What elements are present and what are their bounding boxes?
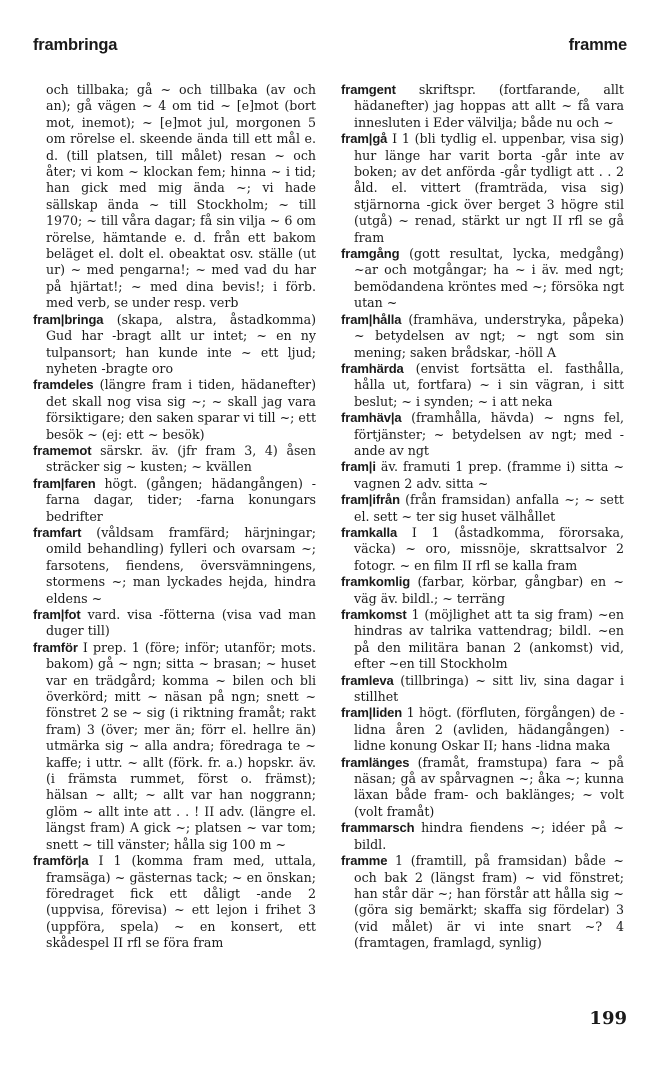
dictionary-entry <box>341 574 624 607</box>
entry-headword: framleva <box>341 672 394 688</box>
dictionary-entry <box>341 312 624 361</box>
entry-definition: (från framsidan) anfalla ~; ~ sett el. sett ~ ter sig huset välhållet <box>354 492 624 524</box>
entry-definition: 1 högt. (förfluten, förgången) de -lidna åren 2 (avliden, hädangången) -lidne konung Oskar II; hans -lidna maka <box>354 705 624 754</box>
entry-headword: fram|fot <box>33 607 81 622</box>
entry-definition: (framhäva, understryka, påpeka) ~ betydelsen av ngt; ~ ngt som sin mening; saken brådskar, -höll A <box>354 311 624 360</box>
entry-definition: I 1 (komma fram med, uttala, framsäga) ~ gästernas tack; ~ en önskan; föredraget fick ett dåligt -ande 2 (uppvisa, förevisa) ~ ett lejon i frihet 3 (uppföra, spela) ~ en konsert, ett skådespel II rfl se föra fram <box>46 853 316 951</box>
entry-headword: fram|faren <box>33 475 96 491</box>
entry-definition: I 1 (bli tydlig el. uppenbar, visa sig) hur länge har varit borta -går inte av boken; av det anförda -går tydligt att . . 2 åld. el. vittert (framträda, visa sig) stjärnorna -gick över berget 3 högre stil (utgå) ~ renad, stärkt ur ngt II rfl se gå fram <box>354 131 624 245</box>
entry-definition: (tillbringa) ~ sitt liv, sina dagar i stillhet <box>354 672 625 705</box>
left-column <box>33 82 316 952</box>
entry-definition: 1 (framtill, på framsidan) både ~ och bak 2 (längst fram) ~ vid fönstret; han står där ~; han förstår att hålla sig ~ (göra sig bemärkt; skaffa sig fördelar) 3 (vid målet) är vi inte snart ~? 4 (framtagen, framlagd, synlig) <box>354 853 624 951</box>
entry-definition: 1 (möjlighet att ta sig fram) ~en hindras av talrika vattendrag; bildl. ~en på den militära banan 2 (ankomst) vid, efter ~en till Stockholm <box>354 607 624 672</box>
dictionary-entry <box>33 312 316 378</box>
entry-definition: (framåt, framstupa) fara ~ på näsan; gå av spårvagnen ~; åka ~; kunna läxan både fram- och baklänges; ~ volt (volt framåt) <box>354 754 624 819</box>
dictionary-entry <box>341 853 624 951</box>
dictionary-entry <box>33 525 316 607</box>
continuation-text: och tillbaka; gå ~ och tillbaka (av och an); gå vägen ~ 4 om tid ~ [e]mot (bort mot, inemot); ~ [e]mot jul, morgonen 5 om rörelse el. skeende ända till ett mål e. d. (till platsen, till målet) resan ~ och åter; vi kom ~ klockan fem; hinna ~ i tid; han gick med mig ända ~; vi hade sällskap ända ~ till Stockholm; ~ till 1970; ~ till våra dagar; få sin vilja ~ 6 om rörelse, hämtande e. d. från ett bakom beläget el. dolt el. obeaktat osv. ställe (ut ur) ~ med pengarna!; ~ med vad du har på hjärtat!; ~ med dina bevis!; i förb. med verb, se under resp. verb <box>46 82 316 311</box>
entry-definition: särskr. äv. (jfr fram 3, 4) åsen sträcker sig ~ kusten; ~ kvällen <box>46 442 316 475</box>
dictionary-entry <box>341 361 624 410</box>
entry-headword: framför <box>33 639 78 655</box>
entry-headword: framför|a <box>33 853 89 869</box>
entry-headword: framme <box>341 853 388 869</box>
entry-definition: I 1 (åstadkomma, förorsaka, väcka) ~ oro, missnöje, skrattsalvor 2 fotogr. ~ en film II rfl se kalla fram <box>354 524 624 573</box>
page-header <box>33 36 627 60</box>
entry-definition: äv. framuti 1 prep. (framme i) sitta ~ vagnen 2 adv. sitta ~ <box>354 459 624 491</box>
entry-definition: (längre fram i tiden, hädanefter) det skall nog visa sig ~; ~ skall jag vara försiktigare; den saken sparar vi till ~; ett besök ~ (ej: ett ~ besök) <box>46 377 316 442</box>
entry-definition: (envist fortsätta el. fasthålla, hålla ut, fortfara) ~ i sin vägran, i sitt beslut; ~ i synden; ~ i att neka <box>354 360 624 409</box>
entry-headword: framkalla <box>341 524 398 540</box>
entry-headword: fram|liden <box>341 705 403 721</box>
entry-headword: framgång <box>341 246 400 262</box>
dictionary-entry <box>33 853 316 951</box>
page-number: 199 <box>589 1008 627 1029</box>
dictionary-entry <box>341 705 624 754</box>
dictionary-entry <box>341 607 624 673</box>
entry-headword: framkomst <box>341 607 407 622</box>
entry-headword: fram|i <box>341 459 376 475</box>
entry-headword: fram|bringa <box>33 311 104 327</box>
entry-headword: frammarsch <box>341 820 415 836</box>
entry-definition: (farbar, körbar, gångbar) en ~ väg äv. bildl.; ~ terräng <box>354 574 624 606</box>
entry-definition: hindra fiendens ~; idéer på ~ bildl. <box>354 820 624 852</box>
right-running-headword: framme <box>568 36 627 54</box>
entry-definition: högt. (gången; hädangången) -farna dagar, tider; -farna konungars bedrifter <box>46 475 316 524</box>
entry-headword: framhärda <box>341 360 404 376</box>
dictionary-entry <box>33 476 316 525</box>
entry-headword: framhäv|a <box>341 410 402 426</box>
entry-headword: framgent <box>341 82 396 97</box>
dictionary-entry <box>341 525 624 574</box>
dictionary-entry <box>33 607 316 640</box>
dictionary-entry <box>341 410 624 459</box>
dictionary-entry <box>341 755 624 821</box>
entry-headword: fram|ifrån <box>341 492 400 508</box>
entry-definition: (gott resultat, lycka, medgång) ~ar och motgångar; ha ~ i äv. med ngt; bemödandena kröntes med ~; försöka ngt utan ~ <box>354 246 624 311</box>
left-running-headword: frambringa <box>33 36 118 54</box>
entry-definition: skriftspr. (fortfarande, allt hädanefter) jag hoppas att allt ~ få vara innesluten i Eder välvilja; både nu och ~ <box>354 82 624 130</box>
dictionary-entry <box>33 640 316 853</box>
entry-definition: (våldsam framfärd; härjningar; omild behandling) fylleri och ovarsam ~; farsotens, fiendens, översvämningens, stormens ~; man lyckades hejda, hindra eldens ~ <box>46 524 316 606</box>
entry-headword: framemot <box>33 442 92 458</box>
entry-headword: framlänges <box>341 754 410 770</box>
right-column <box>341 82 624 952</box>
dictionary-entry <box>33 443 316 476</box>
entry-headword: framkomlig <box>341 574 411 590</box>
entry-headword: framfart <box>33 524 82 540</box>
entry-headword: fram|gå <box>341 131 388 147</box>
dictionary-entry <box>341 673 624 706</box>
dictionary-entry <box>341 820 624 853</box>
entry-headword: fram|hålla <box>341 311 402 327</box>
entry-definition: (skapa, alstra, åstadkomma) Gud har -bragt allt ur intet; ~ en ny tulpansort; han kunde inte ~ ett ljud; nyheten -bragte oro <box>46 311 316 376</box>
entry-definition: (framhålla, hävda) ~ ngns fel, förtjänster; ~ betydelsen av ngt; med -ande av ngt <box>354 410 624 458</box>
entry-definition: I prep. 1 (före; inför; utanför; mots. bakom) gå ~ ngn; sitta ~ brasan; ~ huset var en trädgård; komma ~ bilen och bli överkörd; mitt ~ näsan på ngn; snett ~ fönstret 2 se ~ sig (i riktning framåt; rakt fram) 3 (över; mer än; förr el. hellre än) utmärka sig ~ alla andra; föredraga te ~ kaffe; i uttr. ~ allt (förk. fr. a.) hopskr. äv. (i främsta rummet, först o. främst); hälsan ~ allt; ~ allt var han noggrann; glöm ~ allt inte att . . ! II adv. (längre el. längst fram) A gick ~; platsen ~ var tom; snett ~ till vänster; hålla sig 100 m ~ <box>46 639 316 852</box>
dictionary-entry <box>341 492 624 525</box>
dictionary-entry <box>341 246 624 312</box>
dictionary-entry <box>341 459 624 492</box>
dictionary-entry <box>33 377 316 443</box>
dictionary-entry <box>341 131 624 246</box>
entry-headword: framdeles <box>33 377 94 393</box>
entry-definition: vard. visa -fötterna (visa vad man duger till) <box>46 607 316 639</box>
dictionary-entry <box>341 82 624 131</box>
